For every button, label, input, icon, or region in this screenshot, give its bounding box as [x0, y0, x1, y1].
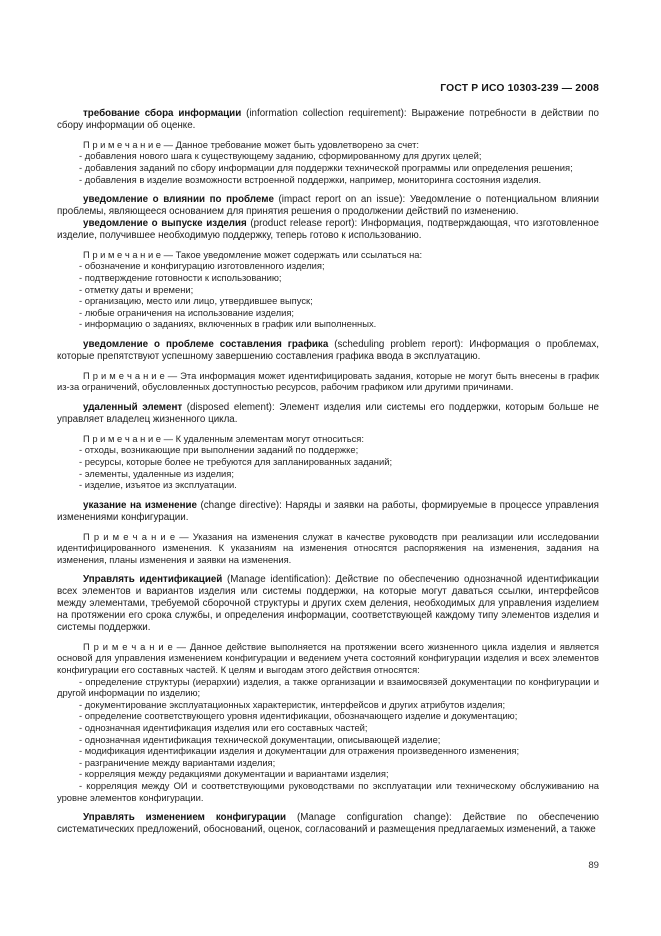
- note-head: [57, 139, 599, 151]
- term-english: (scheduling problem report):: [334, 338, 464, 350]
- page-number: 89: [588, 860, 599, 871]
- term-definition-text: Уведомление о потенциальном влиянии проблемы, являющееся основанием для принятия решения о продолжении действий по изменению.: [57, 194, 599, 218]
- note-block: [57, 249, 599, 330]
- term-english: (product release report):: [250, 218, 358, 229]
- term-name: Управлять изменением конфигурации: [83, 812, 287, 824]
- term-english: (information collection requirement):: [246, 108, 407, 119]
- note-list-item: - модификация идентификации изделия и документации для отражения произведенного изменения;: [79, 745, 520, 757]
- term-name: уведомление о влиянии по проблеме: [83, 194, 274, 206]
- note-block: [57, 531, 599, 566]
- note-block: [57, 139, 599, 185]
- term-name: требование сбора информации: [83, 108, 242, 119]
- document-header-title: ГОСТ Р ИСО 10303-239 — 2008: [440, 83, 599, 94]
- term-definition: [57, 402, 599, 426]
- note-list-item: - определение соответствующего уровня идентификации, обозначающего изделие и документацию;: [79, 710, 518, 722]
- term-english: (change directive):: [200, 499, 282, 511]
- note-list-item: - элементы, удаленные из изделия;: [79, 467, 234, 479]
- term-name: уведомление о проблеме составления графика: [83, 338, 329, 350]
- note-list-item: - информацию о заданиях, включенных в график или выполненных.: [79, 318, 377, 330]
- term-english: (Manage identification):: [227, 574, 331, 586]
- term-english: (impact report on an issue):: [278, 194, 406, 206]
- note-list-item: - добавления в изделие возможности встроенной поддержки, например, мониторинга состояния изделия.: [79, 173, 542, 185]
- note-text: — Данное действие выполняется на протяжении всего жизненного цикла изделия и является основой для управления изменением конфигурации и ведением учета состояний конфигурации изделия и всех элементов конфигурации его составных частей. К целям и выгодам этого действия относятся:: [57, 640, 599, 676]
- note-label: П р и м е ч а н и е: [83, 530, 176, 542]
- note-head: [57, 370, 599, 393]
- note-label: П р и м е ч а н и е: [83, 369, 165, 381]
- note-block: [57, 433, 599, 491]
- term-definition-text: Действие по обеспечению однозначной идентификации всех элементов и вариантов изделия или системы поддержки, на которые могут даваться ссылки, интерфейсов между элементами, требуемой сборочной структуры и других схем деления, необходимых для управления изделием на протяжении его срока службы, и определения информации, соответствующей каждому типу элементов изделия и системы поддержки.: [57, 574, 599, 633]
- note-list-item: - определение структуры (иерархии) изделия, а также организации и взаимосвязей документации по конфигурации и другой информации по изделию;: [57, 675, 599, 699]
- term-definition: [57, 812, 599, 836]
- note-list-item: - организацию, место или лицо, утвердившее выпуск;: [79, 295, 313, 307]
- term-definition: [57, 218, 599, 242]
- term-definition-text: Информация, подтверждающая, что изготовленное изделие, получившее необходимую поддержку, теперь готово к использованию.: [57, 218, 599, 241]
- note-text: — Данное требование может быть удовлетворено за счет:: [163, 138, 419, 150]
- term-english: (disposed element):: [186, 401, 275, 413]
- note-head: [57, 249, 599, 261]
- note-list-item: - корреляция между ОИ и соответствующими руководствами по эксплуатации или техническому обслуживанию на уровне элементов конфигурации.: [57, 780, 599, 803]
- note-text: — Указания на изменения служат в качестве руководств при реализации или исследовании идентифицированного изменения. К указаниям на изменения относятся распоряжения на изменения, задания на изменения, планы изменения и заявки на изменения.: [57, 530, 600, 565]
- term-name: указание на изменение: [83, 499, 197, 511]
- note-head: [57, 531, 599, 566]
- note-list-item: - отходы, возникающие при выполнении заданий по поддержке;: [79, 444, 359, 456]
- note-text: — Эта информация может идентифицировать задания, которые не могут быть внесены в график из-за ограничений, обусловленных доступностью ресурсов, рабочим графиком или другими причинами.: [57, 369, 599, 393]
- note-text: — Такое уведомление может содержать или ссылаться на:: [163, 248, 423, 260]
- note-block: [57, 641, 599, 803]
- note-label: П р и м е ч а н и е: [83, 640, 173, 652]
- term-definition: [57, 339, 599, 363]
- term-definition-text: Действие по обеспечению систематических предложений, обоснований, оценок, согласований и размещения предлагаемых изменений, а также: [57, 812, 599, 836]
- term-definition-text: Элемент изделия или системы его поддержки, которым больше не управляет владелец жизненного цикла.: [57, 401, 600, 425]
- note-list-item: - ресурсы, которые более не требуются для запланированных заданий;: [79, 455, 393, 467]
- note-list-item: - изделие, изъятое из эксплуатации.: [79, 479, 237, 491]
- note-list-item: - отметку даты и времени;: [79, 283, 194, 295]
- term-name: удаленный элемент: [83, 401, 183, 413]
- note-label: П р и м е ч а н и е: [83, 432, 162, 444]
- term-definition: [57, 500, 599, 524]
- term-name: уведомление о выпуске изделия: [83, 218, 247, 229]
- term-definition: [57, 194, 599, 218]
- note-head: [57, 641, 599, 676]
- term-definition-text: Информация о проблемах, которые препятствуют успешному завершению составления графика ввода в эксплуатацию.: [57, 338, 599, 362]
- term-english: (Manage configuration change):: [296, 812, 452, 824]
- note-list-item: - корреляция между редакциями документации и вариантами изделия;: [79, 768, 389, 780]
- term-definition-text: Наряды и заявки на работы, формируемые в процессе управления изменениями конфигурации.: [57, 499, 599, 523]
- note-label: П р и м е ч а н и е: [83, 248, 162, 260]
- note-head: [57, 433, 599, 445]
- note-list-item: - любые ограничения на использование изделия;: [79, 306, 295, 318]
- note-text: — К удаленным элементам могут относиться:: [163, 432, 364, 444]
- note-label: П р и м е ч а н и е: [83, 138, 162, 150]
- definitions-list: [57, 108, 599, 836]
- term-definition: [57, 108, 599, 132]
- note-list-item: - подтверждение готовности к использованию;: [79, 272, 282, 283]
- note-list-item: - разграничение между вариантами изделия;: [79, 756, 276, 768]
- note-list-item: - добавления нового шага к существующему заданию, сформированному для других целей;: [79, 150, 482, 162]
- note-list-item: - документирование эксплуатационных характеристик, интерфейсов и других атрибутов изделия;: [79, 698, 506, 710]
- term-definition: [57, 574, 599, 634]
- term-definition-text: Выражение потребности в действии по сбору информации об оценке.: [57, 108, 599, 131]
- term-name: Управлять идентификацией: [83, 574, 223, 586]
- note-list-item: - однозначная идентификация изделия или его составных частей;: [79, 722, 368, 734]
- note-block: [57, 370, 599, 393]
- note-list-item: - обозначение и конфигурацию изготовленного изделия;: [79, 260, 325, 272]
- note-list-item: - однозначная идентификация технической документации, описывающей изделие;: [79, 733, 441, 745]
- note-list-item: - добавления заданий по сбору информации для поддержки технической программы или определения решения;: [79, 162, 573, 173]
